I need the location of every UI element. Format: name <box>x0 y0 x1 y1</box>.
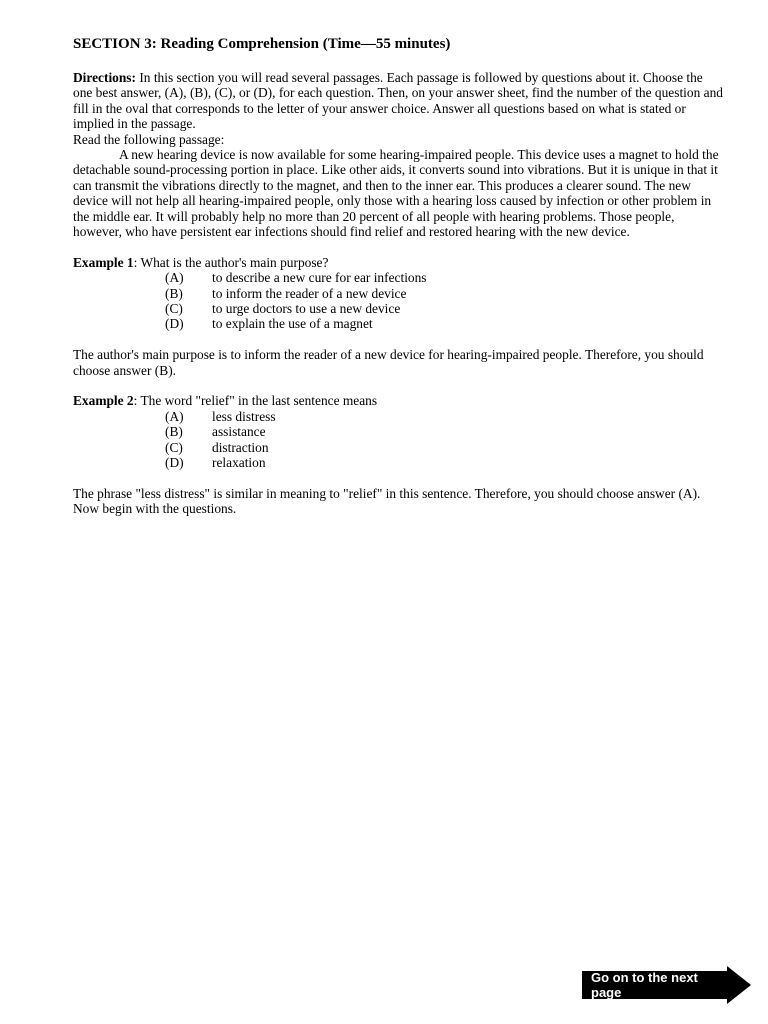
document-page <box>73 35 723 517</box>
choice-item <box>73 270 723 285</box>
begin-instruction: Now begin with the questions. <box>73 501 237 517</box>
choice-letter: (B) <box>165 285 183 301</box>
choice-text: to describe a new cure for ear infections <box>212 270 427 286</box>
choice-text: to urge doctors to use a new device <box>212 301 401 317</box>
example-1-choices <box>73 270 723 332</box>
next-page-label: Go on to the next page <box>582 971 727 999</box>
choice-text: relaxation <box>212 455 266 471</box>
example-1-question <box>73 255 723 270</box>
example-2-label: Example 2 <box>73 393 134 409</box>
directions-text: In this section you will read several passages. Each passage is followed by questions about it. Choose the one best answer, (A), (B), (C), or (D), for each question. Then, on your answer sheet, find the number of the question and fill in the oval that corresponds to the letter of your answer choice. Answer all questions based on what is stated or implied in the passage. <box>73 70 723 132</box>
passage: A new hearing device is now available for some hearing-impaired people. This device uses a magnet to hold the detachable sound-processing portion in place. Like other aids, it converts sound into vibrations. But it is unique in that it can transmit the vibrations directly to the magnet, and then to the inner ear. This produces a clearer sound. The new device will not help all hearing-impaired people, only those with a hearing loss caused by infection or other problem in the middle ear. It will probably help no more than 20 percent of all people with hearing problems. Those people, however, who have persistent ear infections should find relief and restored hearing with the new device. <box>73 147 719 240</box>
choice-letter: (B) <box>165 424 183 440</box>
choice-text: less distress <box>212 408 276 424</box>
choice-letter: (C) <box>165 439 183 455</box>
example-1-question-text: : What is the author's main purpose? <box>133 254 329 270</box>
choice-letter: (A) <box>165 270 184 286</box>
read-prompt: Read the following passage: <box>73 131 225 147</box>
example-1-label: Example 1 <box>73 254 134 270</box>
example-2-question <box>73 393 723 408</box>
next-page-button[interactable] <box>582 967 751 1003</box>
choice-item <box>73 301 723 316</box>
example-1-explanation: The author's main purpose is to inform the reader of a new device for hearing-impaired people. Therefore, you should choose answer (B). <box>73 347 704 378</box>
choice-item <box>73 455 723 470</box>
choice-text: assistance <box>212 424 266 440</box>
example-2-question-text: : The word "relief" in the last sentence means <box>133 393 378 409</box>
example-2-choices <box>73 409 723 471</box>
choice-item <box>73 440 723 455</box>
choice-letter: (D) <box>165 455 184 471</box>
choice-item <box>73 424 723 439</box>
directions-label: Directions: <box>73 70 136 85</box>
choice-text: distraction <box>212 439 269 455</box>
arrow-right-icon <box>727 966 751 1004</box>
choice-letter: (C) <box>165 301 183 317</box>
choice-item <box>73 286 723 301</box>
choice-letter: (A) <box>165 408 184 424</box>
choice-text: to inform the reader of a new device <box>212 285 407 301</box>
directions <box>73 70 723 132</box>
example-2-explanation: The phrase "less distress" is similar in meaning to "relief" in this sentence. Therefore, you should choose answer (A). <box>73 485 701 501</box>
choice-letter: (D) <box>165 316 184 332</box>
section-title: SECTION 3: Reading Comprehension (Time—55 minutes) <box>73 36 451 52</box>
choice-item <box>73 316 723 331</box>
choice-item <box>73 409 723 424</box>
choice-text: to explain the use of a magnet <box>212 316 373 332</box>
